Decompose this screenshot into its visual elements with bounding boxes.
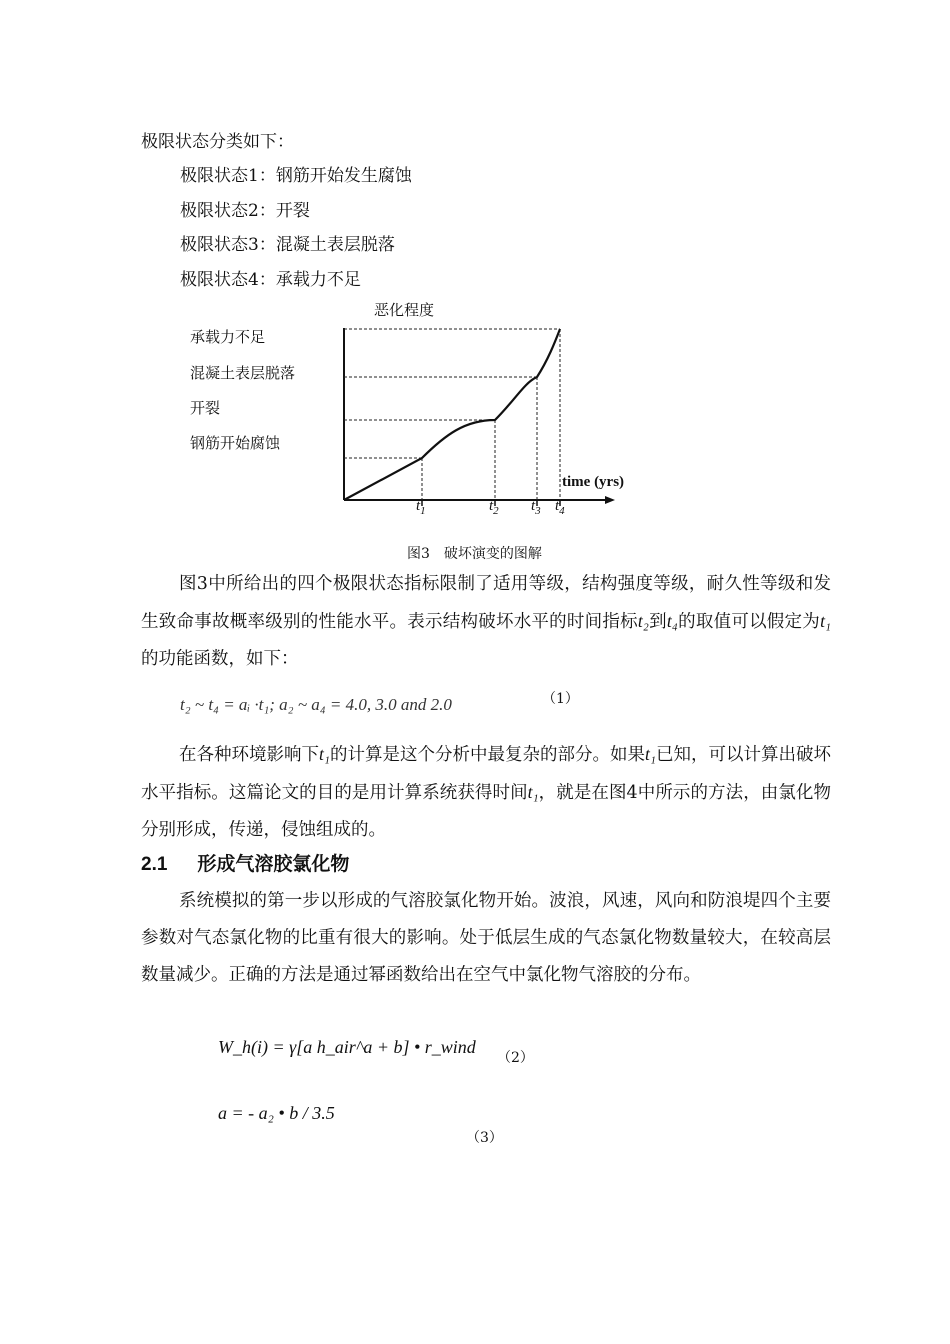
- equation-3-number: （3）: [466, 1130, 503, 1146]
- paragraph-2: 在各种环境影响下t₁的计算是这个分析中最复杂的部分。如果t₁已知，可以计算出破坏水平指标。这篇论文的目的是用计算系统获得时间t₁，就是在图4中所示的方法，由氯化物分别形成，传递，侵蚀组成的。: [141, 744, 832, 840]
- figure-y-title: 恶化程度: [374, 301, 435, 319]
- paragraph-1: 图3中所给出的四个极限状态指标限制了适用等级，结构强度等级，耐久性等级和发生致命事故概率级别的性能水平。表示结构破坏水平的时间指标t₂到t₄的取值可以假定为t₁的功能函数，如下：: [141, 574, 832, 669]
- limit-state-1: 极限状态1：钢筋开始发生腐蚀: [180, 166, 412, 186]
- paragraph-3: 系统模拟的第一步以形成的气溶胶氯化物开始。波浪，风速，风向和防浪堤四个主要参数对气态氯化物的比重有很大的影响。处于低层生成的气态氯化物数量较大，在较高层数量减少。正确的方法是通过幂函数给出在空气中氯化物气溶胶的分布。: [141, 891, 831, 985]
- x-tick-t3: $t_3$: [531, 498, 541, 517]
- y-label-cracking: 开裂: [190, 399, 221, 417]
- x-tick-t2: $t_2$: [489, 498, 499, 517]
- limit-state-2: 极限状态2：开裂: [180, 201, 310, 221]
- limit-state-4: 极限状态4：承载力不足: [180, 270, 361, 290]
- equation-1: t₂ ~ t₄ = aᵢ ·t₁; a₂ ~ a₄ = 4.0, 3.0 and 2.0: [180, 695, 452, 714]
- x-tick-t4: $t_4$: [555, 498, 565, 517]
- vertical-guides: [422, 329, 560, 500]
- y-label-capacity: 承载力不足: [190, 328, 266, 346]
- x-axis-label: time (yrs): [562, 474, 625, 490]
- equation-2-number: （2）: [497, 1050, 534, 1066]
- x-axis-arrow: [605, 496, 615, 504]
- deterioration-curve: [344, 329, 560, 500]
- y-label-spalling: 混凝土表层脱落: [190, 364, 296, 382]
- figure-caption: 图3 破坏演变的图解: [407, 546, 542, 562]
- equation-1-number: （1）: [542, 691, 579, 707]
- y-label-corrosion: 钢筋开始腐蚀: [190, 434, 281, 452]
- section-heading: 2.1 形成气溶胶氯化物: [141, 854, 350, 875]
- x-tick-t1: $t_1$: [416, 498, 426, 517]
- equation-3: a = - a₂ • b / 3.5: [218, 1103, 335, 1123]
- horizontal-guides: [344, 329, 560, 458]
- equation-2: W_h(i) = γ[a h_air^a + b] • r_wind: [218, 1037, 476, 1057]
- limit-state-3: 极限状态3：混凝土表层脱落: [180, 235, 395, 255]
- intro-text: 极限状态分类如下：: [141, 132, 294, 152]
